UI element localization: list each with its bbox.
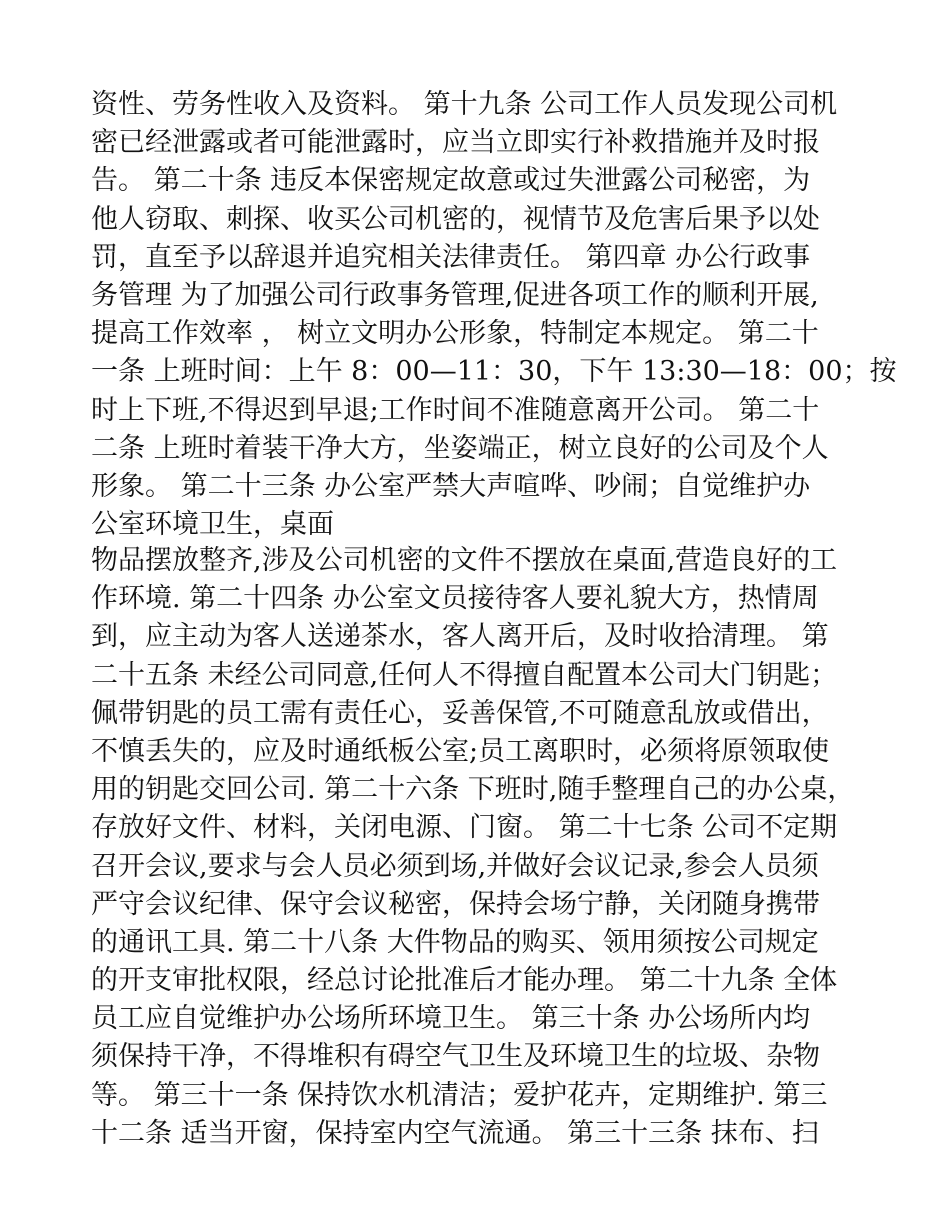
text-line: 存放好文件、材料，关闭电源、门窗。 第二十七条 公司不定期 [91,812,838,844]
text-line: 等。 第三十一条 保持饮水机清洁；爱护花卉，定期维护. 第三 [91,1079,828,1111]
paragraph-1 [91,86,897,544]
text-line: 佩带钥匙的员工需有责任心，妥善保管,不可随意乱放或借出， [91,697,829,729]
text-line: 务管理 为了加强公司行政事务管理,促进各项工作的顺利开展, [91,279,819,311]
text-line: 的通讯工具. 第二十八条 大件物品的购买、领用须按公司规定 [91,926,819,958]
text-line: 严守会议纪律、保守会议秘密，保持会场宁静，关闭随身携带 [91,888,820,920]
text-line: 密已经泄露或者可能泄露时，应当立即实行补救措施并及时报 [91,127,820,159]
text-line: 一条 上班时间：上午 8：00—11：30，下午 13:30—18：00；按 [91,356,897,388]
text-line: 员工应自觉维护办公场所环境卫生。 第三十条 办公场所内均 [91,1003,811,1035]
text-line: 不慎丢失的，应及时通纸板公室;员工离职时，必须将原领取使 [91,735,830,767]
text-line: 的开支审批权限，经总讨论批准后才能办理。 第二十九条 全体 [91,965,838,997]
text-line: 他人窃取、刺探、收买公司机密的，视情节及危害后果予以处 [91,203,820,235]
text-line: 公室环境卫生，桌面 [91,509,334,541]
text-line: 到，应主动为客人送递茶水，客人离开后，及时收拾清理。 第 [91,621,829,653]
text-line: 十二条 适当开窗，保持室内空气流通。 第三十三条 抹布、扫 [91,1117,819,1149]
text-line: 用的钥匙交回公司. 第二十六条 下班时,随手整理自己的办公桌， [91,774,855,806]
text-line: 时上下班,不得迟到早退;工作时间不准随意离开公司。 第二十 [91,394,820,426]
text-line: 形象。 第二十三条 办公室严禁大声喧哗、吵闹；自觉维护办 [91,470,811,502]
text-line: 二十五条 未经公司同意,任何人不得擅自配置本公司大门钥匙； [91,659,838,691]
text-line: 二条 上班时着装干净大方，坐姿端正，树立良好的公司及个人 [91,432,829,464]
text-line: 告。 第二十条 违反本保密规定故意或过失泄露公司秘密，为 [91,165,811,197]
paragraph-2 [91,542,854,1153]
text-line: 物品摆放整齐,涉及公司机密的文件不摆放在桌面,营造良好的工 [91,545,838,576]
text-line: 罚，直至予以辞退并追究相关法律责任。 第四章 办公行政事 [91,241,811,273]
text-line: 须保持干净，不得堆积有碍空气卫生及环境卫生的垃圾、杂物 [91,1041,820,1073]
text-line: 资性、劳务性收入及资料。 第十九条 公司工作人员发现公司机 [91,89,838,120]
text-line: 作环境. 第二十四条 办公室文员接待客人要礼貌大方，热情周 [91,583,819,615]
text-line: 召开会议,要求与会人员必须到场,并做好会议记录,参会人员须 [91,850,819,882]
text-line: 提高工作效率 ， 树立文明办公形象，特制定本规定。 第二十 [91,318,819,350]
